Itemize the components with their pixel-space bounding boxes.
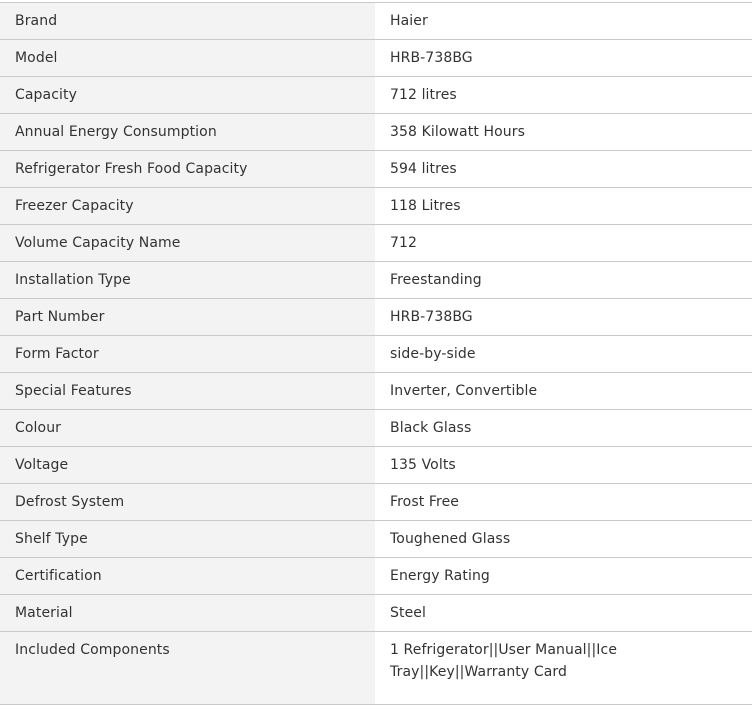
spec-value: Toughened Glass [375, 521, 752, 558]
spec-label: Brand [0, 3, 375, 40]
spec-label: Model [0, 40, 375, 77]
spec-value: HRB-738BG [375, 40, 752, 77]
spec-row-brand [0, 3, 752, 40]
spec-value: 1 Refrigerator||User Manual||Ice Tray||Key||Warranty Card [375, 632, 752, 705]
spec-label: Installation Type [0, 262, 375, 299]
spec-value: Black Glass [375, 410, 752, 447]
spec-label: Colour [0, 410, 375, 447]
spec-label: Refrigerator Fresh Food Capacity [0, 151, 375, 188]
spec-value: 118 Litres [375, 188, 752, 225]
spec-row-freezer-capacity [0, 188, 752, 225]
spec-value: HRB-738BG [375, 299, 752, 336]
spec-row-part-number [0, 299, 752, 336]
spec-value: Freestanding [375, 262, 752, 299]
spec-value: Energy Rating [375, 558, 752, 595]
spec-row-fresh-food-capacity [0, 151, 752, 188]
spec-row-annual-energy-consumption [0, 114, 752, 151]
spec-value: 358 Kilowatt Hours [375, 114, 752, 151]
spec-row-special-features [0, 373, 752, 410]
spec-value: 135 Volts [375, 447, 752, 484]
spec-label: Freezer Capacity [0, 188, 375, 225]
spec-row-capacity [0, 77, 752, 114]
spec-row-voltage [0, 447, 752, 484]
spec-row-certification [0, 558, 752, 595]
spec-row-material [0, 595, 752, 632]
spec-row-included-components [0, 632, 752, 705]
spec-label: Certification [0, 558, 375, 595]
spec-value: Frost Free [375, 484, 752, 521]
spec-value: side-by-side [375, 336, 752, 373]
spec-label: Part Number [0, 299, 375, 336]
spec-row-shelf-type [0, 521, 752, 558]
spec-label: Capacity [0, 77, 375, 114]
spec-label: Defrost System [0, 484, 375, 521]
spec-row-volume-capacity-name [0, 225, 752, 262]
spec-label: Special Features [0, 373, 375, 410]
spec-label: Volume Capacity Name [0, 225, 375, 262]
spec-value: Steel [375, 595, 752, 632]
spec-label: Included Components [0, 632, 375, 705]
spec-row-model [0, 40, 752, 77]
spec-value: 712 [375, 225, 752, 262]
spec-row-installation-type [0, 262, 752, 299]
spec-row-form-factor [0, 336, 752, 373]
spec-row-colour [0, 410, 752, 447]
spec-row-defrost-system [0, 484, 752, 521]
spec-label: Material [0, 595, 375, 632]
spec-value: 712 litres [375, 77, 752, 114]
product-specifications-table [0, 2, 752, 705]
spec-value: Inverter, Convertible [375, 373, 752, 410]
spec-label: Annual Energy Consumption [0, 114, 375, 151]
spec-label: Shelf Type [0, 521, 375, 558]
spec-label: Voltage [0, 447, 375, 484]
spec-value: Haier [375, 3, 752, 40]
spec-value: 594 litres [375, 151, 752, 188]
spec-label: Form Factor [0, 336, 375, 373]
